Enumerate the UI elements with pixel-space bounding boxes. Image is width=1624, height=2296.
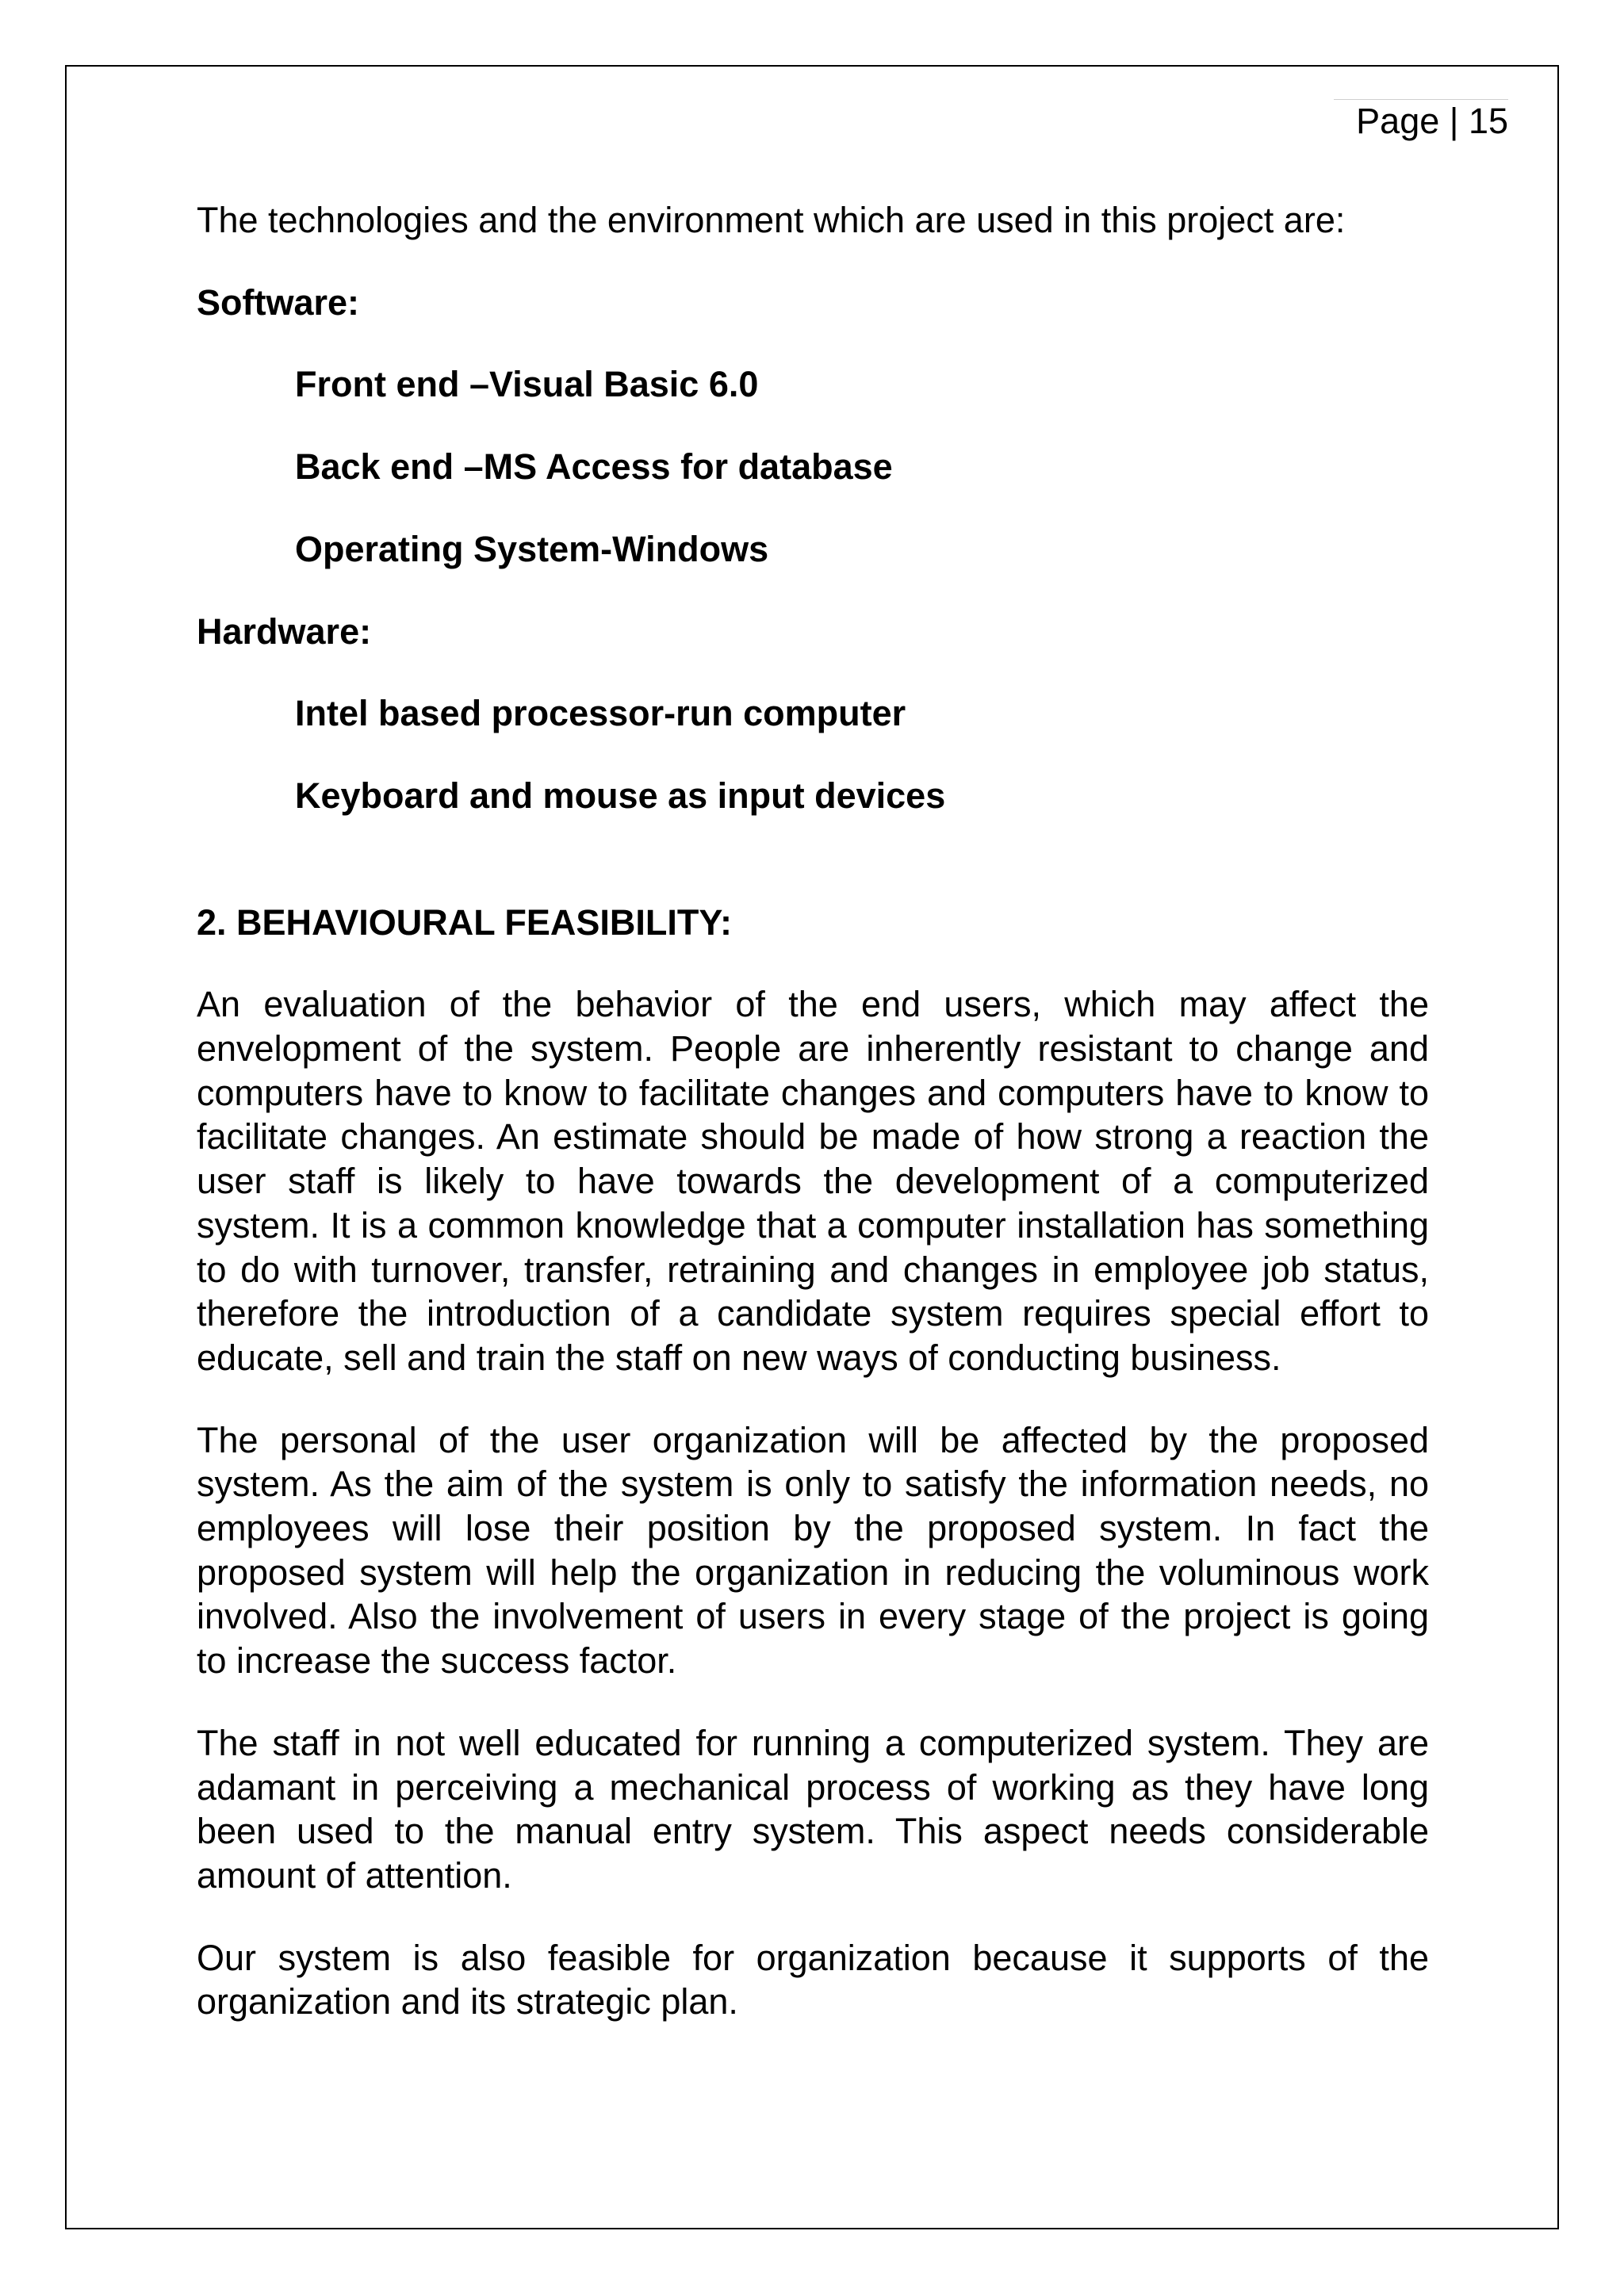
- paragraph-4: Our system is also feasible for organization because it supports of the organization and its strategic plan.: [197, 1937, 1429, 2022]
- intro-text: The technologies and the environment which are used in this project are:: [197, 200, 1346, 240]
- paragraph-2: The personal of the user organization will be affected by the proposed system. As the aim of the system is only to satisfy the information needs, no employees will lose their position by the proposed system. In fact the proposed system will help the organization in reducing the voluminous work involved. Also the involvement of users in every stage of the project is going to increase the success factor.: [197, 1419, 1429, 1682]
- document-body: [197, 198, 1429, 2062]
- section-heading: 2. BEHAVIOURAL FEASIBILITY:: [197, 901, 733, 943]
- software-heading: Software:: [197, 281, 360, 323]
- hardware-heading: Hardware:: [197, 610, 372, 652]
- paragraph-3: The staff in not well educated for running a computerized system. They are adamant in perceiving a mechanical process of working as they have long been used to the manual entry system. This aspect needs considerable amount of attention.: [197, 1722, 1429, 1896]
- software-item-back-end: Back end –MS Access for database: [295, 446, 893, 488]
- page-number: Page | 15: [1334, 99, 1508, 139]
- software-item-operating-system: Operating System-Windows: [295, 528, 769, 569]
- hardware-item-processor: Intel based processor-run computer: [295, 693, 906, 734]
- paragraph-1: An evaluation of the behavior of the end users, which may affect the envelopment of the system. People are inherently resistant to change and computers have to know to facilitate changes and computers have to know to facilitate changes. An estimate should be made of how strong a reaction the user staff is likely to have towards the development of a computerized system. It is a common knowledge that a computer installation has something to do with turnover, transfer, retraining and changes in employee job status, therefore the introduction of a candidate system requires special effort to educate, sell and train the staff on new ways of conducting business.: [197, 984, 1429, 1378]
- hardware-item-input-devices: Keyboard and mouse as input devices: [295, 775, 946, 816]
- software-item-front-end: Front end –Visual Basic 6.0: [295, 364, 759, 405]
